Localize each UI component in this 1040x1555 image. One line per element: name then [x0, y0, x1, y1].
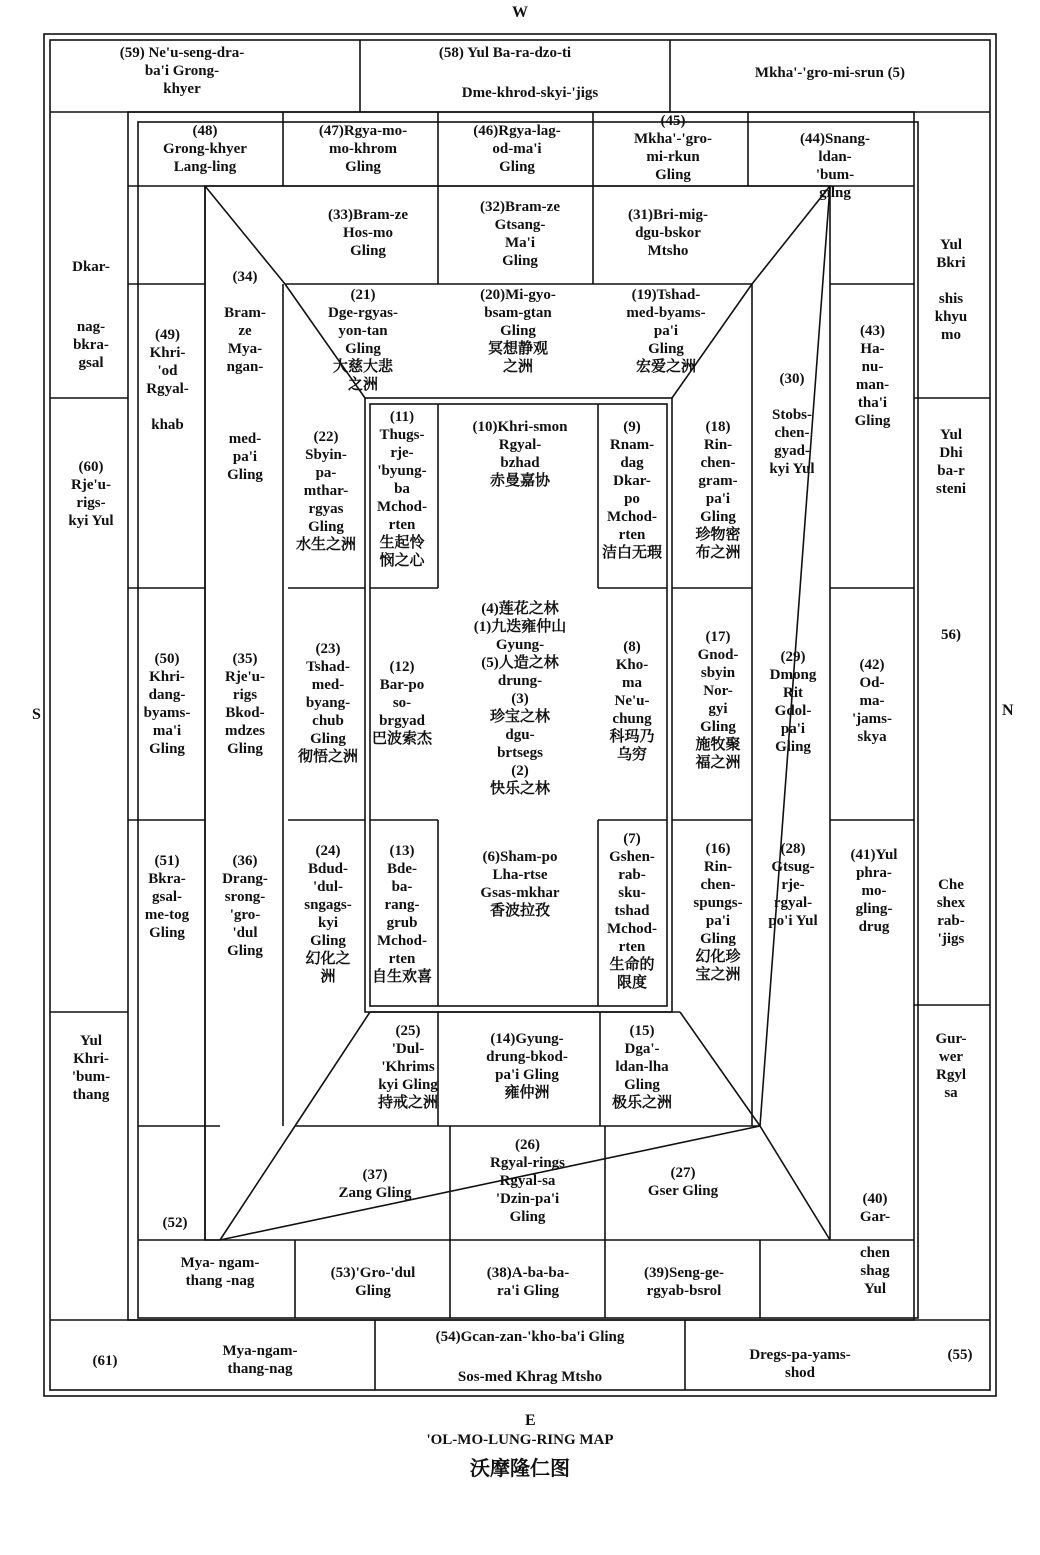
region-rMya1: Mya- ngam- thang -nag [180, 1255, 260, 1289]
region-r49: (49) Khri- 'od Rgyal- khab [146, 327, 189, 433]
region-r61: (61) [92, 1353, 118, 1369]
region-r40: (40) Gar- chen shag Yul [859, 1191, 891, 1297]
region-r25: (25) 'Dul- 'Khrims kyi Gling 持戒之洲 [377, 1023, 438, 1111]
region-r20: (20)Mi-gyo- bsam-gtan Gling 冥想静观 之洲 [480, 287, 556, 375]
caption-chinese: 沃摩隆仁图 [470, 1458, 570, 1480]
region-r48: (48) Grong-khyer Lang-ling [163, 123, 247, 175]
region-r58a: (58) Yul Ba-ra-dzo-ti [438, 45, 572, 61]
region-r12: (12) Bar-po so- brgyad 巴波索杰 [371, 659, 432, 747]
region-rGur: Gur- wer Rgyl sa [935, 1031, 967, 1101]
region-r31: (31)Bri-mig- dgu-bskor Mtsho [628, 207, 708, 259]
region-rYulBkri: Yul Bkri shis khyu mo [934, 237, 968, 343]
region-r38: (38)A-ba-ba- ra'i Gling [486, 1265, 570, 1299]
region-r8: (8) Kho- ma Ne'u- chung 科玛乃 乌穷 [609, 639, 655, 763]
region-r32: (32)Bram-ze Gtsang- Ma'i Gling [480, 199, 560, 269]
region-r33: (33)Bram-ze Hos-mo Gling [328, 207, 408, 259]
region-r56: 56) [941, 627, 961, 643]
region-r39: (39)Seng-ge- rgyab-bsrol [644, 1265, 724, 1299]
caption-english: 'OL-MO-LUNG-RING MAP [426, 1432, 614, 1448]
region-r46: (46)Rgya-lag- od-ma'i Gling [473, 123, 561, 175]
region-r60: (60) Rje'u- rigs- kyi Yul [68, 459, 114, 529]
region-r50: (50) Khri- dang- byams- ma'i Gling [143, 651, 191, 757]
region-r23: (23) Tshad- med- byang- chub Gling 彻悟之洲 [297, 641, 358, 765]
region-r45: (45) Mkha'-'gro- mi-rkun Gling [633, 113, 713, 183]
compass-north: N [1002, 702, 1014, 719]
region-r36: (36) Drang- srong- 'gro- 'dul Gling [222, 853, 268, 959]
region-r14: (14)Gyung- drung-bkod- pa'i Gling 雍仲洲 [486, 1031, 568, 1101]
region-r27: (27) Gser Gling [647, 1165, 719, 1199]
region-r52: (52) [162, 1215, 188, 1231]
region-rMya2: Mya-ngam- thang-nag [222, 1343, 298, 1377]
region-r5: Mkha'-'gro-mi-srun (5) [754, 65, 906, 81]
region-r57b: nag- bkra- gsal [73, 319, 109, 371]
region-r42: (42) Od- ma- 'jams- skya [852, 657, 892, 745]
region-rYulKhri: Yul Khri- 'bum- thang [71, 1033, 111, 1103]
region-r13: (13) Bde- ba- rang- grub Mchod- rten 自生欢喜 [371, 843, 432, 985]
region-r53: (53)'Gro-'dul Gling [330, 1265, 416, 1299]
region-r18: (18) Rin- chen- gram- pa'i Gling 珍物密 布之洲 [695, 419, 741, 561]
region-rYulDhi: Yul Dhi ba-r steni [936, 427, 966, 497]
region-r26: (26) Rgyal-rings Rgyal-sa 'Dzin-pa'i Gling [490, 1137, 565, 1225]
region-r44: (44)Snang- ldan- 'bum- gilng [799, 131, 870, 201]
region-r57a: Dkar- [72, 259, 110, 275]
region-r30: (30) Stobs- chen- gyad- kyi Yul [769, 371, 815, 477]
region-r55: (55) [947, 1347, 973, 1363]
region-r7: (7) Gshen- rab- sku- tshad Mchod- rten 生命的 限度 [607, 831, 657, 991]
region-r19: (19)Tshad- med-byams- pa'i Gling 宏爱之洲 [626, 287, 706, 375]
region-r41: (41)Yul phra- mo- gling- drug [850, 847, 898, 935]
region-r28: (28) Gtsug- rje- rgyal- po'i Yul [768, 841, 818, 929]
region-rCenter: (4)莲花之林 (1)九迭雍仲山 Gyung- (5)人造之林 drung- (3) 珍宝之林 dgu- brtsegs (2) 快乐之林 [473, 601, 567, 797]
region-r24: (24) Bdud- 'dul- sngags- kyi Gling 幻化之 洲 [304, 843, 352, 985]
region-r29: (29) Dmong Rit Gdol- pa'i Gling [769, 649, 817, 755]
region-rDregs: Dregs-pa-yams- shod [749, 1347, 851, 1381]
region-r47: (47)Rgya-mo- mo-khrom Gling [318, 123, 408, 175]
compass-south: S [32, 706, 41, 723]
region-r43: (43) Ha- nu- man- tha'i Gling [854, 323, 891, 429]
compass-east: E [525, 1412, 536, 1429]
region-r15: (15) Dga'- ldan-lha Gling 极乐之洲 [611, 1023, 672, 1111]
region-r34: (34) Bram- ze Mya- ngan- med- pa'i Gling [224, 269, 266, 483]
region-r9: (9) Rnam- dag Dkar- po Mchod- rten 洁白无瑕 [601, 419, 662, 561]
region-r16: (16) Rin- chen- spungs- pa'i Gling 幻化珍 宝之洲 [693, 841, 743, 983]
region-r35: (35) Rje'u- rigs Bkod- mdzes Gling [225, 651, 265, 757]
region-r37: (37) Zang Gling [338, 1167, 412, 1201]
region-rChe: Che shex rab- 'jigs [936, 877, 966, 947]
region-r21: (21) Dge-rgyas- yon-tan Gling 大慈大悲 之洲 [328, 287, 398, 393]
region-r11: (11) Thugs- rje- 'byung- ba Mchod- rten 生起怜 悯之心 [377, 409, 427, 569]
region-r17: (17) Gnod- sbyin Nor- gyi Gling 施牧聚 福之洲 [695, 629, 741, 771]
region-r6: (6)Sham-po Lha-rtse Gsas-mkhar 香波拉孜 [480, 849, 560, 919]
region-r51: (51) Bkra- gsal- me-tog Gling [144, 853, 190, 941]
region-r58b: Dme-khrod-skyi-'jigs [461, 85, 599, 101]
region-r59: (59) Ne'u-seng-dra- ba'i Grong- khyer [119, 45, 245, 97]
region-r54a: (54)Gcan-zan-'kho-ba'i Gling [435, 1329, 625, 1345]
region-r22: (22) Sbyin- pa- mthar- rgyas Gling 水生之洲 [295, 429, 356, 553]
region-r54b: Sos-med Khrag Mtsho [457, 1369, 603, 1385]
compass-west: W [512, 4, 528, 21]
region-r10: (10)Khri-smon Rgyal- bzhad 赤曼嘉协 [472, 419, 568, 489]
